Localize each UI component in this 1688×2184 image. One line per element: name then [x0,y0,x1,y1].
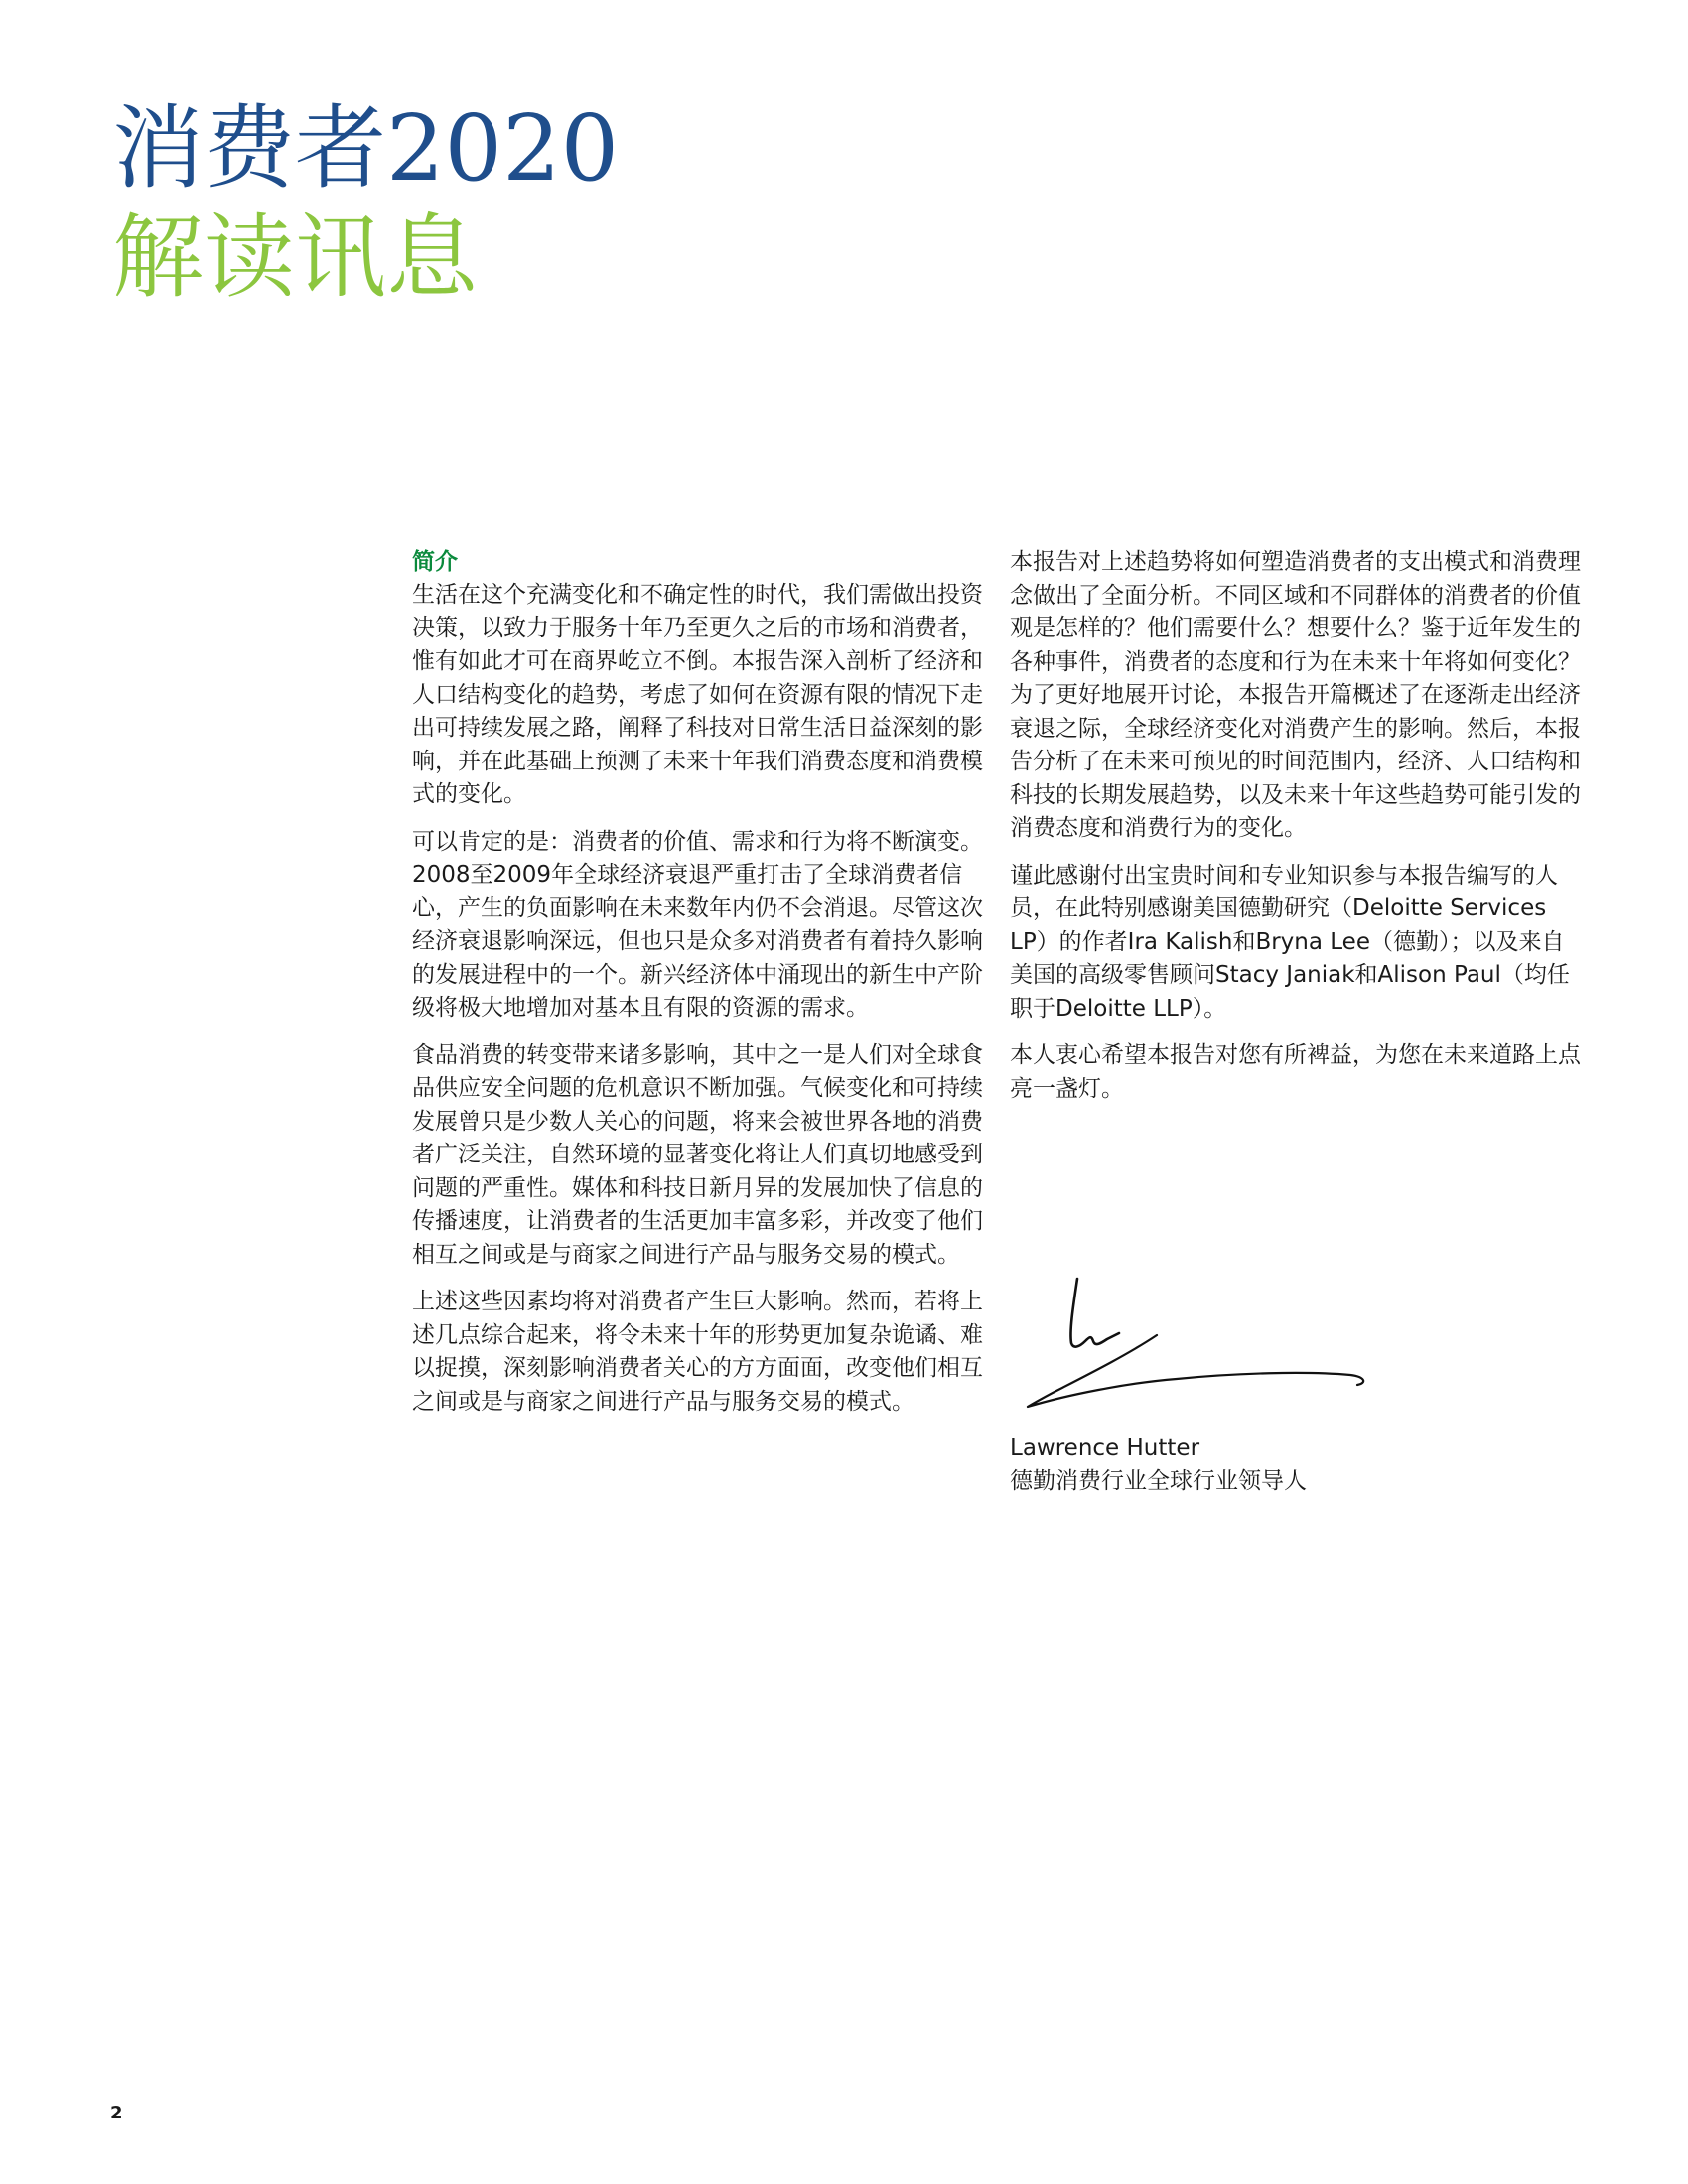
paragraph: 食品消费的转变带来诸多影响，其中之一是人们对全球食品供应安全问题的危机意识不断加强。气候变化和可持续发展曾只是少数人关心的问题，将来会被世界各地的消费者广泛关注，自然环境的显著变化将让人们真切地感受到问题的严重性。媒体和科技日新月异的发展加快了信息的传播速度，让消费者的生活更加丰富多彩，并改变了他们相互之间或是与商家之间进行产品与服务交易的模式。 [412,1041,983,1268]
page-number: 2 [110,2103,123,2123]
signer-block [1010,1433,1606,1498]
section-heading: 简介 [412,549,458,575]
paragraph: 谨此感谢付出宝贵时间和专业知识参与本报告编写的人员，在此特别感谢美国德勤研究（Deloitte Services LP）的作者Ira Kalish和Bryna Lee（德勤）；以及来自美国的高级零售顾问Stacy Janiak和Alison Paul（均任职于Deloitte LLP）。 [1010,862,1570,1022]
paragraph: 可以肯定的是：消费者的价值、需求和行为将不断演变。2008至2009年全球经济衰退严重打击了全球消费者信心，产生的负面影响在未来数年内仍不会消退。尽管这次经济衰退影响深远，但也只是众多对消费者有着持久影响的发展进程中的一个。新兴经济体中涌现出的新生中产阶级将极大地增加对基本且有限的资源的需求。 [412,828,983,1021]
left-column [412,546,983,1433]
paragraph: 生活在这个充满变化和不确定性的时代，我们需做出投资决策，以致力于服务十年乃至更久之后的市场和消费者，惟有如此才可在商界屹立不倒。本报告深入剖析了经济和人口结构变化的趋势，考虑了如何在资源有限的情况下走出可持续发展之路，阐释了科技对日常生活日益深刻的影响，并在此基础上预测了未来十年我们消费态度和消费模式的变化。 [412,582,983,807]
right-column [1010,546,1581,1120]
report-subtitle: 解读讯息 [112,205,479,311]
signer-name: Lawrence Hutter [1010,1435,1200,1461]
paragraph: 本报告对上述趋势将如何塑造消费者的支出模式和消费理念做出了全面分析。不同区域和不同群体的消费者的价值观是怎样的？他们需要什么？想要什么？鉴于近年发生的各种事件，消费者的态度和行为在未来十年将如何变化？为了更好地展开讨论，本报告开篇概述了在逐渐走出经济衰退之际，全球经济变化对消费产生的影响。然后，本报告分析了在未来可预见的时间范围内，经济、人口结构和科技的长期发展趋势，以及未来十年这些趋势可能引发的消费态度和消费行为的变化。 [1010,549,1581,841]
signer-role: 德勤消费行业全球行业领导人 [1010,1468,1307,1494]
paragraph: 本人衷心希望本报告对您有所裨益，为您在未来道路上点亮一盏灯。 [1010,1042,1581,1102]
signature-image [1008,1276,1385,1415]
report-title: 消费者2020 [112,95,620,202]
paragraph: 上述这些因素均将对消费者产生巨大影响。然而，若将上述几点综合起来，将令未来十年的形势更加复杂诡谲、难以捉摸，深刻影响消费者关心的方方面面，改变他们相互之间或是与商家之间进行产品与服务交易的模式。 [412,1289,983,1415]
